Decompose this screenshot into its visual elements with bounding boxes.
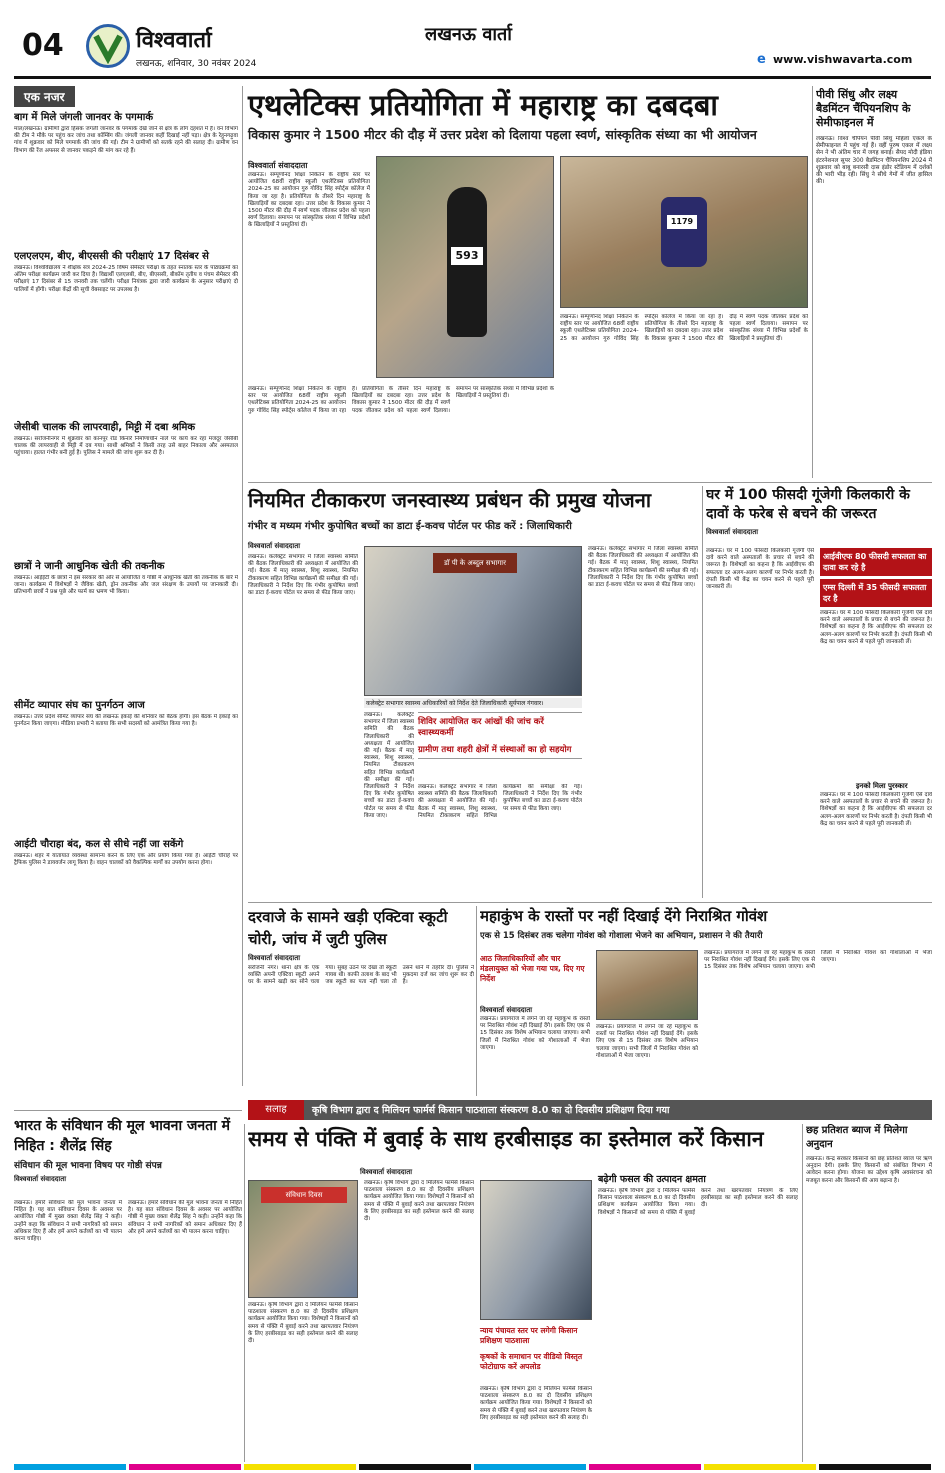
scooty-story <box>248 906 474 1096</box>
ivf-pull-2: एम्स दिल्ली में 35 फीसदी सफलता दर है <box>820 579 932 607</box>
ivf-story <box>706 486 932 898</box>
constitution-story <box>14 1116 242 1462</box>
lead-body-1: लखनऊ। सम्पूर्णानंद शिक्षा निकेतन के राष्ट्रीय स्तर पर आयोजित 68वीं राष्ट्रीय स्कूली एथलेटिक्स प्रतियोगिता 2024-25 का आयोजन गुरु गोविंद सिंह स्पोर्ट्स कॉलेज में किया जा रहा है। प्रतियोगिता के तीसरे दिन महाराष्ट्र के खिलाड़ियों का दबदबा रहा। उत्तर प्रदेश के विकास कुमार ने 1500 मीटर की दौड़ में स्वर्ण पदक जीतकर प्रदेश को पहला स्वर्ण दिलाया। समापन पर सांस्कृतिक संध्या में विभिन्न प्रदेशों के खिलाड़ियों ने प्रस्तुतियां दीं। <box>248 172 370 229</box>
subsidy-story <box>806 1124 932 1462</box>
brand-name: विश्ववार्ता <box>136 28 212 53</box>
mahakumbh-subhead: एक से 15 दिसंबर तक चलेगा गोवंश को गोशाला भेजने का अभियान, प्रशासन ने की तैयारी <box>480 931 763 941</box>
ivf-body-2: लखनऊ। घर में 100 फीसदी किलकारी गूंजेगी ऐसे दावे करने वाले अस्पतालों के प्रचार से बचने की जरूरत है। विशेषज्ञों का कहना है कि आईवीएफ की सफलता दर अलग-अलग कारणों पर निर्भर करती है। दंपती किसी भी केंद्र का चयन करने से पहले पूरी जानकारी लें। <box>820 610 932 645</box>
agri-pull-2: कृषकों के समाधान पर वीडियो विस्तृत फोटोग्राफ करें अपलोड <box>480 1352 583 1371</box>
constitution-byline: विश्ववार्ता संवाददाता <box>14 1175 67 1183</box>
brief-body: लखनऊ। आईईटी के छात्रों ने इस सरकार की ओर से आयोजित व गोष्ठी में आधुनिक खेती की तकनीक के बारे में जाना। कार्यक्रम में विशेषज्ञों ने जैविक खेती, ड्रोन तकनीक और जल संरक्षण के उपायों पर जानकारी दी। प्रतिभागी छात्रों ने प्रश्न पूछे और फार्म का भ्रमण भी किया। <box>14 575 238 596</box>
brief-title: जेसीबी चालक की लापरवाही, मिट्टी में दबा श्रमिक <box>14 422 196 433</box>
advice-strip <box>248 1100 932 1120</box>
ivf-body-3: लखनऊ। घर में 100 फीसदी किलकारी गूंजेगी ऐसे दावे करने वाले अस्पतालों के प्रचार से बचने की जरूरत है। विशेषज्ञों का कहना है कि आईवीएफ की सफलता दर अलग-अलग कारणों पर निर्भर करती है। दंपती किसी भी केंद्र का चयन करने से पहले पूरी जानकारी लें। <box>820 792 932 827</box>
section-title: लखनऊ वार्ता <box>425 24 512 45</box>
constitution-body-2: लखनऊ। हमारे संविधान की मूल भावना जनता में निहित है। यह बात संविधान दिवस के अवसर पर आयोजित गोष्ठी में मुख्य वक्ता शैलेंद्र सिंह ने कही। उन्होंने कहा कि संविधान ने सभी नागरिकों को समान अधिकार दिए हैं और हमें अपने कर्तव्यों का भी पालन करना चाहिए। <box>128 1200 242 1235</box>
lead-byline: विश्ववार्ता संवाददाता <box>248 161 308 170</box>
lead-headline: एथलेटिक्स प्रतियोगिता में महाराष्ट्र का दबदबा <box>248 88 718 122</box>
agri-side-title: बढ़ेगी फसल की उत्पादन क्षमता <box>598 1174 706 1185</box>
badminton-body: लखनऊ। विश्व चैंपियन पीवी सिंधु महिला एकल के सेमीफाइनल में पहुंच गई हैं। वहीं पुरुष एकल में लक्ष्य सेन ने भी अंतिम चार में जगह बनाई। सैयद मोदी इंडिया इंटरनेशनल सुपर 300 बैडमिंटन चैंपियनशिप 2024 में शुक्रवार को बाबू बनारसी दास इंडोर स्टेडियम में दर्शकों की भारी भीड़ रही। सिंधु ने सीधे गेमों में जीत हासिल की। <box>816 136 932 186</box>
lead-body-2: लखनऊ। सम्पूर्णानंद शिक्षा निकेतन के राष्ट्रीय स्तर पर आयोजित 68वीं राष्ट्रीय स्कूली एथलेटिक्स प्रतियोगिता 2024-25 का आयोजन गुरु गोविंद सिंह स्पोर्ट्स कॉलेज में किया जा रहा है। प्रतियोगिता के तीसरे दिन महाराष्ट्र के खिलाड़ियों का दबदबा रहा। उत्तर प्रदेश के विकास कुमार ने 1500 मीटर की दौड़ में स्वर्ण पदक जीतकर प्रदेश को पहला स्वर्ण दिलाया। समापन पर सांस्कृतिक संध्या में विभिन्न प्रदेशों के खिलाड़ियों ने प्रस्तुतियां दीं। <box>248 386 554 414</box>
brief-item <box>14 111 238 244</box>
constitution-body-1: लखनऊ। हमारे संविधान की मूल भावना जनता में निहित है। यह बात संविधान दिवस के अवसर पर आयोजित गोष्ठी में मुख्य वक्ता शैलेंद्र सिंह ने कही। उन्होंने कहा कि संविधान ने सभी नागरिकों को समान अधिकार दिए हैं और हमें अपने कर्तव्यों का भी पालन करना चाहिए। <box>14 1200 122 1243</box>
ivf-headline: घर में 100 फीसदी गूंजेगी किलकारी के दावों के फरेब से बचने की जरूरत <box>706 487 910 522</box>
brief-item <box>14 699 238 832</box>
badminton-story <box>816 88 932 478</box>
ivf-pull <box>820 548 932 607</box>
agri-byline: विश्ववार्ता संवाददाता <box>360 1168 413 1176</box>
ivf-byline: विश्ववार्ता संवाददाता <box>706 528 759 536</box>
lead-body-3: लखनऊ। सम्पूर्णानंद शिक्षा निकेतन के राष्ट्रीय स्तर पर आयोजित 68वीं राष्ट्रीय स्कूली एथलेटिक्स प्रतियोगिता 2024-25 का आयोजन गुरु गोविंद सिंह स्पोर्ट्स कॉलेज में किया जा रहा है। प्रतियोगिता के तीसरे दिन महाराष्ट्र के खिलाड़ियों का दबदबा रहा। उत्तर प्रदेश के विकास कुमार ने 1500 मीटर की दौड़ में स्वर्ण पदक जीतकर प्रदेश को पहला स्वर्ण दिलाया। समापन पर सांस्कृतिक संध्या में विभिन्न प्रदेशों के खिलाड़ियों ने प्रस्तुतियां दीं। <box>560 314 808 342</box>
cattle-photo <box>596 950 698 1020</box>
lead-subhead: विकास कुमार ने 1500 मीटर की दौड़ में उत्तर प्रदेश को दिलाया पहला स्वर्ण, सांस्कृतिक संध्या का भी आयोजन <box>248 127 757 142</box>
vaccination-body-3: लखनऊ। कलेक्ट्रेट सभागार में जिला स्वास्थ्य समिति की बैठक जिलाधिकारी की अध्यक्षता में आयोजित की गई। बैठक में मातृ स्वास्थ्य, शिशु स्वास्थ्य, नियमित टीकाकरण सहित विभिन्न कार्यक्रमों की समीक्षा की गई। जिलाधिकारी ने निर्देश दिए कि गंभीर कुपोषित बच्चों का डाटा ई-कवच पोर्टल पर समय से फीड किया जाए। <box>364 712 414 819</box>
scooty-headline: दरवाजे के सामने खड़ी एक्टिवा स्कूटी चोरी, जांच में जुटी पुलिस <box>248 908 448 948</box>
agri-body-2: लखनऊ। कृषि विभाग द्वारा द मिलियन फार्मर्स किसान पाठशाला संस्करण 8.0 का दो दिवसीय प्रशिक्षण कार्यक्रम आयोजित किया गया। विशेषज्ञों ने किसानों को समय से पंक्ति में बुवाई करने तथा खरपतवार नियंत्रण के लिए हरबीसाइड का सही इस्तेमाल करने की सलाह दी। <box>364 1180 474 1223</box>
vaccination-byline: विश्ववार्ता संवाददाता <box>248 542 301 550</box>
agri-photo <box>480 1180 592 1320</box>
agri-pull <box>480 1326 592 1372</box>
agri-story <box>248 1124 798 1462</box>
brief-body: लखनऊ। उत्तर प्रदेश सीमेंट व्यापार संघ की लखनऊ इकाई की शनिवार को बैठक होगी। इस बैठक में इकाई का पुनर्गठन किया जाएगा। मीडिया प्रभारी ने बताया कि सभी सदस्यों को आमंत्रित किया गया है। <box>14 714 238 728</box>
agri-headline: समय से पंक्ति में बुवाई के साथ हरबीसाइड का इस्तेमाल करें किसान <box>248 1127 764 1151</box>
brief-title: एलएलएम, बीए, बीएससी की परीक्षाएं 17 दिसंबर से <box>14 251 209 262</box>
strip-label: सलाह <box>248 1100 304 1120</box>
agri-pull-1: न्याय पंचायत स्तर पर लगेगी किसान प्रशिक्षण पाठशाला <box>480 1326 578 1345</box>
mahakumbh-headline: महाकुंभ के रास्तों पर नहीं दिखाई देंगे निराश्रित गोवंश <box>480 907 768 925</box>
agri-body-1: लखनऊ। कृषि विभाग द्वारा द मिलियन फार्मर्स किसान पाठशाला संस्करण 8.0 का दो दिवसीय प्रशिक्षण कार्यक्रम आयोजित किया गया। विशेषज्ञों ने किसानों को समय से पंक्ति में बुवाई करने तथा खरपतवार नियंत्रण के लिए हरबीसाइड का सही इस्तेमाल करने की सलाह दी। <box>248 1302 358 1345</box>
vaccination-story <box>248 486 698 898</box>
jumper-bib: 1179 <box>667 215 697 229</box>
pull-quote-2-text: ग्रामीण तथा शहरी क्षेत्रों में संस्थाओं का हो सहयोग <box>418 745 572 755</box>
logo-icon <box>86 24 130 68</box>
brief-item <box>14 421 238 554</box>
brief-title: आईटी चौराहा बंद, कल से सीधे नहीं जा सकेंगे <box>14 839 184 850</box>
subsidy-headline: छह प्रतिशत ब्याज में मिलेगा अनुदान <box>806 1125 908 1150</box>
mahakumbh-body-2: लखनऊ। प्रयागराज में लगने जा रहे महाकुंभ के रास्तों पर निराश्रित गोवंश नहीं दिखाई देंगे। इसके लिए एक से 15 दिसंबर तक विशेष अभियान चलाया जाएगा। सभी जिलों में निराश्रित गोवंश को गोशालाओं में भेजा जाएगा। <box>596 1024 698 1059</box>
dateline: लखनऊ, शनिवार, 30 नवंबर 2024 <box>136 59 257 69</box>
agri-body-3: लखनऊ। कृषि विभाग द्वारा द मिलियन फार्मर्स किसान पाठशाला संस्करण 8.0 का दो दिवसीय प्रशिक्षण कार्यक्रम आयोजित किया गया। विशेषज्ञों ने किसानों को समय से पंक्ति में बुवाई करने तथा खरपतवार नियंत्रण के लिए हरबीसाइड का सही इस्तेमाल करने की सलाह दी। <box>480 1386 592 1421</box>
page-number: 04 <box>22 28 64 63</box>
brief-title: सीमेंट व्यापार संघ का पुनर्गठन आज <box>14 700 145 711</box>
web-icon: e <box>757 52 766 67</box>
lead-story <box>248 86 808 478</box>
brief-list <box>14 111 238 971</box>
agri-body-4: लखनऊ। कृषि विभाग द्वारा द मिलियन फार्मर्स किसान पाठशाला संस्करण 8.0 का दो दिवसीय प्रशिक्षण कार्यक्रम आयोजित किया गया। विशेषज्ञों ने किसानों को समय से पंक्ति में बुवाई करने तथा खरपतवार नियंत्रण के लिए हरबीसाइड का सही इस्तेमाल करने की सलाह दी। <box>598 1188 798 1216</box>
banner-sign: डॉ पी के अब्दुल सभागार <box>433 553 517 573</box>
runner-bib: 593 <box>451 247 483 265</box>
brief-item <box>14 250 238 415</box>
brief-item <box>14 838 238 971</box>
brief-title: छात्रों ने जानी आधुनिक खेती की तकनीक <box>14 561 165 572</box>
badminton-headline: पीवी सिंधु और लक्ष्य बैडमिंटन चैंपियनशिप के सेमीफाइनल में <box>816 88 911 129</box>
vaccination-headline: नियमित टीकाकरण जनस्वास्थ्य प्रबंधन की प्रमुख योजना <box>248 488 652 512</box>
strip-text: कृषि विभाग द्वारा द मिलियन फार्मर्स किसान पाठशाला संस्करण 8.0 का दो दिवसीय प्रशिक्षण दिया गया <box>312 1105 670 1116</box>
brief-body: लखनऊ। विश्वविद्यालय ने शैक्षिक सत्र 2024-25 विषम सेमेस्टर परीक्षा के तहत स्नातक स्तर के पाठ्यक्रमों का अंतिम परीक्षा कार्यक्रम जारी कर दिया है। विद्यार्थी एलएलबी, बीए, बीएससी, बीकॉम तृतीय व पंचम सेमेस्टर की परीक्षाएं 17 दिसंबर से 15 जनवरी तक चलेंगी। परीक्षा नियंत्रक द्वारा जारी कार्यक्रम के अनुसार परीक्षाएं दो पालियों में होंगी। परीक्षा केंद्रों की सूची वेबसाइट पर उपलब्ध है। <box>14 265 238 293</box>
vaccination-subhead: गंभीर व मध्यम गंभीर कुपोषित बच्चों का डाटा ई-कवच पोर्टल पर फीड करें : जिलाधिकारी <box>248 521 572 532</box>
pull-quote-1-text: शिविर आयोजित कर आंखों की जांच करें स्वास्थ्यकर्मी <box>418 717 544 738</box>
ivf-body-1: लखनऊ। घर में 100 फीसदी किलकारी गूंजेगी ऐसे दावे करने वाले अस्पतालों के प्रचार से बचने की जरूरत है। विशेषज्ञों का कहना है कि आईवीएफ की सफलता दर अलग-अलग कारणों पर निर्भर करती है। दंपती किसी भी केंद्र का चयन करने से पहले पूरी जानकारी लें। <box>706 548 814 591</box>
lead-photo-1 <box>376 156 554 378</box>
subsidy-body: लखनऊ। केन्द्र सरकार किसानों को छह प्रतिशत ब्याज पर ऋण अनुदान देगी। इसके लिए किसानों को संबंधित विभाग में आवेदन करना होगा। योजना का उद्देश्य कृषि अवसंरचना को मजबूत करना और किसानों की आय बढ़ाना है। <box>806 1156 932 1184</box>
color-bar <box>14 1464 931 1470</box>
vaccination-body-2: लखनऊ। कलेक्ट्रेट सभागार में जिला स्वास्थ्य समिति की बैठक जिलाधिकारी की अध्यक्षता में आयोजित की गई। बैठक में मातृ स्वास्थ्य, शिशु स्वास्थ्य, नियमित टीकाकरण सहित विभिन्न कार्यक्रमों की समीक्षा की गई। जिलाधिकारी ने निर्देश दिए कि गंभीर कुपोषित बच्चों का डाटा ई-कवच पोर्टल पर समय से फीड किया जाए। <box>588 546 698 589</box>
pull-quote-1 <box>418 712 582 759</box>
vaccination-body-1: लखनऊ। कलेक्ट्रेट सभागार में जिला स्वास्थ्य समिति की बैठक जिलाधिकारी की अध्यक्षता में आयोजित की गई। बैठक में मातृ स्वास्थ्य, शिशु स्वास्थ्य, नियमित टीकाकरण सहित विभिन्न कार्यक्रमों की समीक्षा की गई। जिलाधिकारी ने निर्देश दिए कि गंभीर कुपोषित बच्चों का डाटा ई-कवच पोर्टल पर समय से फीड किया जाए। <box>248 554 358 597</box>
vaccination-photo <box>364 546 582 696</box>
vaccination-body-4: लखनऊ। कलेक्ट्रेट सभागार में जिला स्वास्थ्य समिति की बैठक जिलाधिकारी की अध्यक्षता में आयोजित की गई। बैठक में मातृ स्वास्थ्य, शिशु स्वास्थ्य, नियमित टीकाकरण सहित विभिन्न कार्यक्रमों की समीक्षा की गई। जिलाधिकारी ने निर्देश दिए कि गंभीर कुपोषित बच्चों का डाटा ई-कवच पोर्टल पर समय से फीड किया जाए। <box>418 784 582 819</box>
brief-body: माल/लखनऊ। ग्रामीणों द्वारा हिंसक जंगली जानवर के पगमार्क देखे जाने से क्षेत्र के लोग दहशत में हैं। वन विभाग की टीम ने मौके पर पहुंच कर जांच तथा कॉम्बिंग की। जंगली जानवर कहीं दिखाई नहीं पड़ा। क्षेत्र के रेहुनगढ़ुवा गांव में शुक्रवार को मिले पगमार्क की जांच की गई। टीम ने ग्रामीणों को सतर्क रहने की सलाह दी। ग्रामीण वन विभाग की रेंज अफसर से जानवर पकड़ने की मांग कर रहे हैं। <box>14 126 238 154</box>
website[interactable]: www.vishwavarta.com <box>773 53 913 66</box>
brief-item <box>14 560 238 693</box>
vaccination-caption: कलेक्ट्रेट सभागार स्वास्थ्य अधिकारियों को निर्देश देते जिलाधिकारी सूर्यपाल गंगवार। <box>364 698 582 708</box>
left-column <box>14 86 238 1083</box>
mahakumbh-byline: विश्ववार्ता संवाददाता <box>480 1006 533 1014</box>
scooty-body: सरोजनी नगर। थाना क्षेत्र के एक व्यक्ति अपनी एक्टिवा स्कूटी अपने घर के सामने खड़ी कर सोने चला गया। सुबह उठने पर देखा तो स्कूटी गायब थी। काफी तलाश के बाद भी जब स्कूटी का पता नहीं चला तो उसने थाने में तहरीर दी। पुलिस ने मुकदमा दर्ज कर जांच शुरू कर दी है। <box>248 965 474 986</box>
brief-body: लखनऊ। सरोजनीनगर में शुक्रवार को कानपुर रोड किनारे निर्माणाधीन नाले पर कार्य कर रहा मजदूर जेसीबी चालक की लापरवाही से मिट्टी में दब गया। साथी श्रमिकों ने किसी तरह उसे बाहर निकाला और अस्पताल पहुंचाया। हालत गंभीर बनी हुई है। पुलिस ने मामले की जांच शुरू कर दी है। <box>14 436 238 457</box>
mahakumbh-story <box>480 906 932 1096</box>
scooty-byline: विश्ववार्ता संवाददाता <box>248 954 301 962</box>
constitution-headline: भारत के संविधान की मूल भावना जनता में निहित : शैलेंद्र सिंह <box>14 1118 230 1154</box>
brief-title: बाग में मिले जंगली जानवर के पगमार्क <box>14 112 154 123</box>
ivf-pull-1: आईवीएफ 80 फीसदी सफलता का दावा कर रहे है <box>820 548 932 576</box>
brief-body: लखनऊ। शहर में यातायात व्यवस्था सामान्य करने के लिए एक और प्रयोग किया गया है। आईटी चौराहे पर ट्रैफिक पुलिस ने डायवर्जन लागू किया है। वाहन चालकों को वैकल्पिक मार्गों का उपयोग करना होगा। <box>14 853 238 867</box>
masthead <box>0 0 945 80</box>
lead-photo-2 <box>560 156 808 308</box>
mahakumbh-body-3: लखनऊ। प्रयागराज में लगने जा रहे महाकुंभ के रास्तों पर निराश्रित गोवंश नहीं दिखाई देंगे। इसके लिए एक से 15 दिसंबर तक विशेष अभियान चलाया जाएगा। सभी जिलों में निराश्रित गोवंश को गोशालाओं में भेजा जाएगा। <box>704 950 932 971</box>
mahakumbh-body-1: लखनऊ। प्रयागराज में लगने जा रहे महाकुंभ के रास्तों पर निराश्रित गोवंश नहीं दिखाई देंगे। इसके लिए एक से 15 दिसंबर तक विशेष अभियान चलाया जाएगा। सभी जिलों में निराश्रित गोवंश को गोशालाओं में भेजा जाएगा। <box>480 1016 590 1051</box>
constitution-subhead: संविधान की मूल भावना विषय पर गोष्ठी संपन्न <box>14 1161 162 1171</box>
constitution-banner: संविधान दिवस <box>261 1187 347 1203</box>
ivf-box-title: इनको मिला पुरस्कार <box>856 782 908 790</box>
jumper-figure <box>661 197 707 267</box>
mahakumbh-pull: आठ जिलाधिकारियों और चार मंडलायुक्त को भेजा गया पत्र, दिए गए निर्देश <box>480 954 585 983</box>
section-label: एक नजर <box>14 86 75 107</box>
